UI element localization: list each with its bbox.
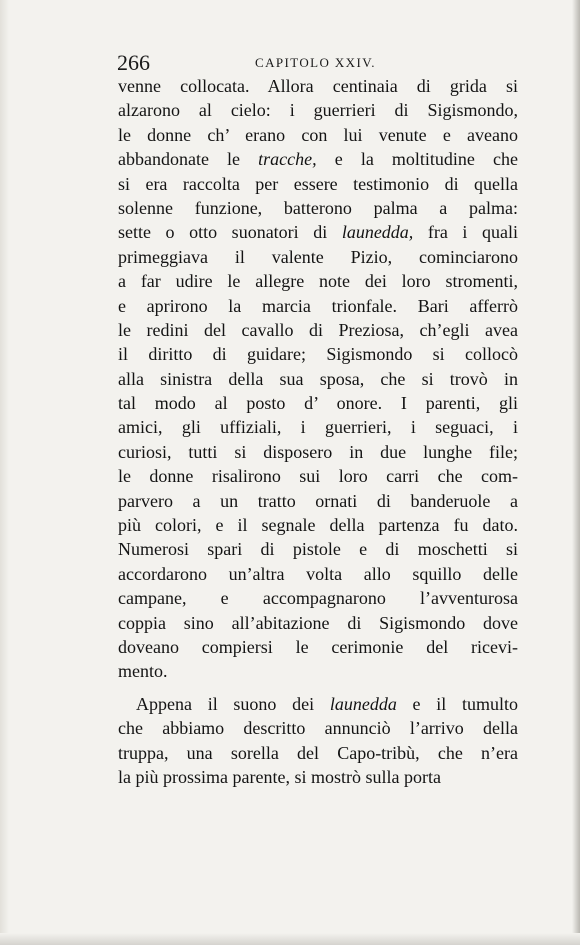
text-line: le donne ch’ erano con lui venute e aveano — [118, 124, 518, 145]
text-line: sette o otto suonatori di launedda, fra i quali — [118, 222, 518, 243]
text-line: e aprirono la marcia trionfale. Bari afferrò — [118, 295, 518, 316]
text-line: le donne risalirono sui loro carri che com- — [118, 466, 518, 487]
text-line: Appena il suono dei launedda e il tumulto — [136, 693, 518, 714]
text-line: tal modo al posto d’ onore. I parenti, gli — [118, 393, 518, 414]
text-line: venne collocata. Allora centinaia di grida si — [118, 76, 518, 96]
text-line: accordarono un’altra volta allo squillo delle — [118, 563, 518, 584]
body-text — [118, 74, 518, 789]
page-left-edge — [0, 0, 9, 945]
text-line: le redini del cavallo di Preziosa, ch’egli avea — [118, 319, 518, 340]
text-line: alla sinistra della sua sposa, che si trovò in — [118, 368, 518, 389]
text-line: più colori, e il segnale della partenza fu dato. — [118, 515, 518, 536]
text-line: coppia sino all’abitazione di Sigismondo dove — [118, 612, 518, 633]
text-line: truppa, una sorella del Capo-tribù, che n’era — [118, 742, 518, 763]
text-line: primeggiava il valente Pizio, cominciarono — [118, 246, 518, 267]
text-line: che abbiamo descritto annunciò l’arrivo della — [118, 718, 518, 739]
running-head: CAPITOLO XXIV. — [255, 55, 376, 70]
paragraph — [118, 74, 518, 684]
italic-term: tracche, — [258, 149, 317, 170]
page-bottom-edge — [0, 933, 580, 945]
text-line: amici, gli uffiziali, i guerrieri, i seguaci, i — [118, 417, 518, 438]
text-line: si era raccolta per essere testimonio di quella — [118, 173, 518, 194]
text-line: la più prossima parente, si mostrò sulla porta — [118, 766, 441, 787]
italic-term: launedda — [329, 693, 397, 714]
text-line: a far udire le allegre note dei loro stromenti, — [118, 271, 518, 292]
page-number: 266 — [117, 50, 150, 75]
text-line: Numerosi spari di pistole e di moschetti si — [118, 539, 518, 560]
text-line: doveano compiersi le cerimonie del ricevi- — [118, 636, 518, 657]
paragraph — [118, 692, 518, 790]
text-line: parvero a un tratto ornati di banderuole a — [118, 490, 518, 511]
text-line: mento. — [118, 661, 168, 682]
text-line: il diritto di guidare; Sigismondo si collocò — [118, 344, 518, 365]
text-line: alzarono al cielo: i guerrieri di Sigismondo, — [118, 100, 518, 121]
text-line: curiosi, tutti si disposero in due lunghe file; — [118, 441, 518, 462]
paragraph-gap — [118, 684, 518, 692]
italic-term: launedda, — [341, 222, 414, 243]
text-line: abbandonate le tracche, e la moltitudine che — [118, 149, 518, 170]
page-right-edge — [572, 0, 580, 945]
text-line: solenne funzione, batterono palma a palma: — [118, 197, 518, 218]
text-line: campane, e accompagnarono l’avventurosa — [118, 588, 518, 609]
